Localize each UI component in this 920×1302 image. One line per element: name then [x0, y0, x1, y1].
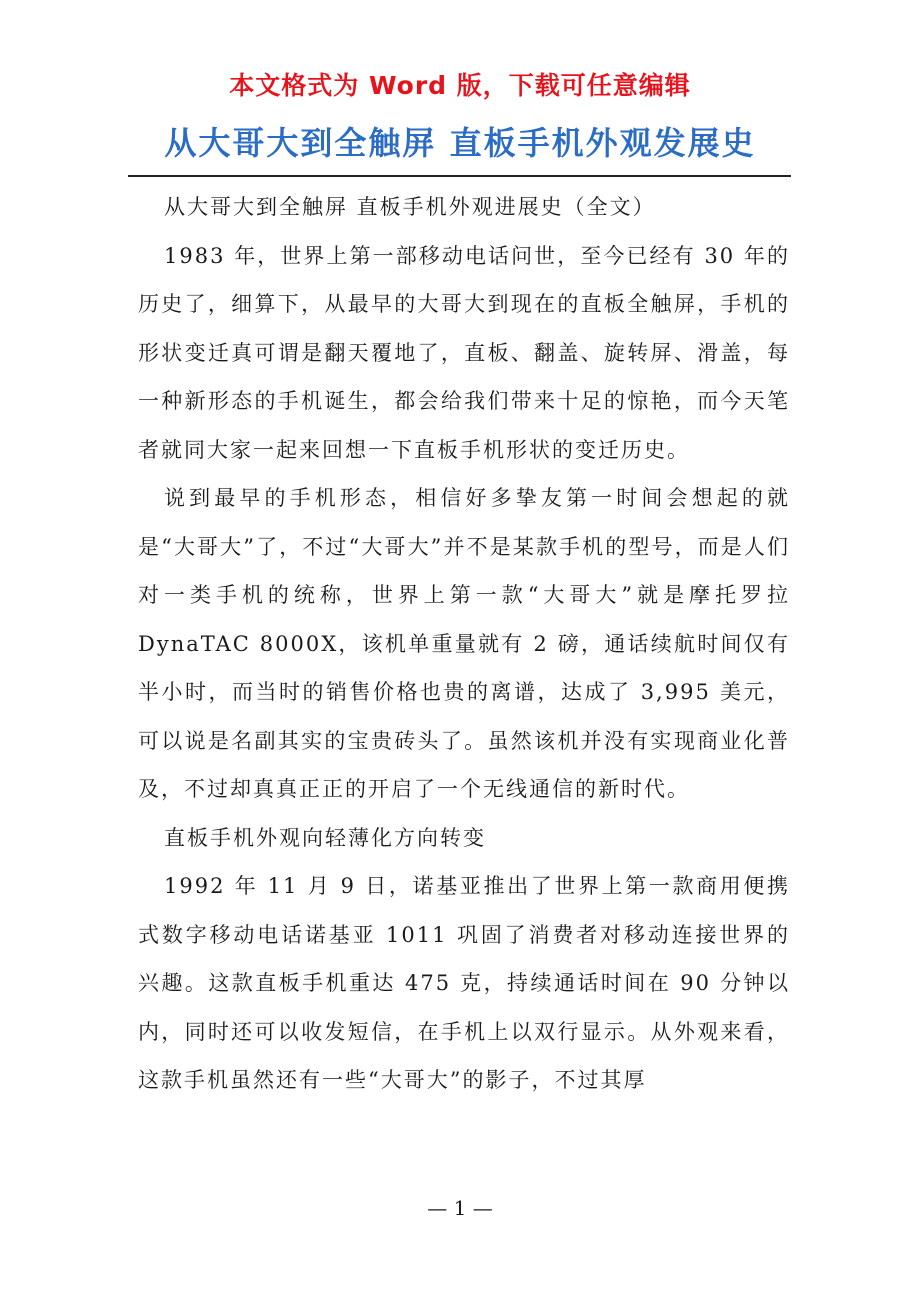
title-divider — [128, 175, 791, 177]
download-notice: 本文格式为 Word 版，下载可任意编辑 — [229, 71, 691, 100]
subtitle-paragraph: 从大哥大到全触屏 直板手机外观进展史（全文） — [164, 195, 656, 219]
document-body — [138, 183, 790, 1105]
page-number: — 1 — — [427, 1196, 493, 1220]
page-title: 从大哥大到全触屏 直板手机外观发展史 — [164, 124, 756, 162]
section-heading: 直板手机外观向轻薄化方向转变 — [164, 825, 486, 850]
paragraph-dynatac: 说到最早的手机形态，相信好多挚友第一时间会想起的就是“大哥大”了，不过“大哥大”并不是某款手机的型号，而是人们对一类手机的统称，世界上第一款“大哥大”就是摩托罗拉 DynaTAC 8000X，该机单重量就有 2 磅，通话续航时间仅有半小时，而当时的销售价格也贵的离谱，达成了 3,995 美元，可以说是名副其实的宝贵砖头了。虽然该机并没有实现商业化普及，不过却真真正正的开启了一个无线通信的新时代。 — [138, 486, 790, 801]
paragraph-nokia-1011: 1992 年 11 月 9 日，诺基亚推出了世界上第一款商用便携式数字移动电话诺基亚 1011 巩固了消费者对移动连接世界的兴趣。这款直板手机重达 475 克，持续通话时间在 90 分钟以内，同时还可以收发短信，在手机上以双行显示。从外观来看，这款手机虽然还有一些“大哥大”的影子，不过其厚 — [138, 874, 790, 1092]
paragraph-intro: 1983 年，世界上第一部移动电话问世，至今已经有 30 年的历史了，细算下，从最早的大哥大到现在的直板全触屏，手机的形状变迁真可谓是翻天覆地了，直板、翻盖、旋转屏、滑盖，每一种新形态的手机诞生，都会给我们带来十足的惊艳，而今天笔者就同大家一起来回想一下直板手机形状的变迁历史。 — [138, 243, 790, 462]
